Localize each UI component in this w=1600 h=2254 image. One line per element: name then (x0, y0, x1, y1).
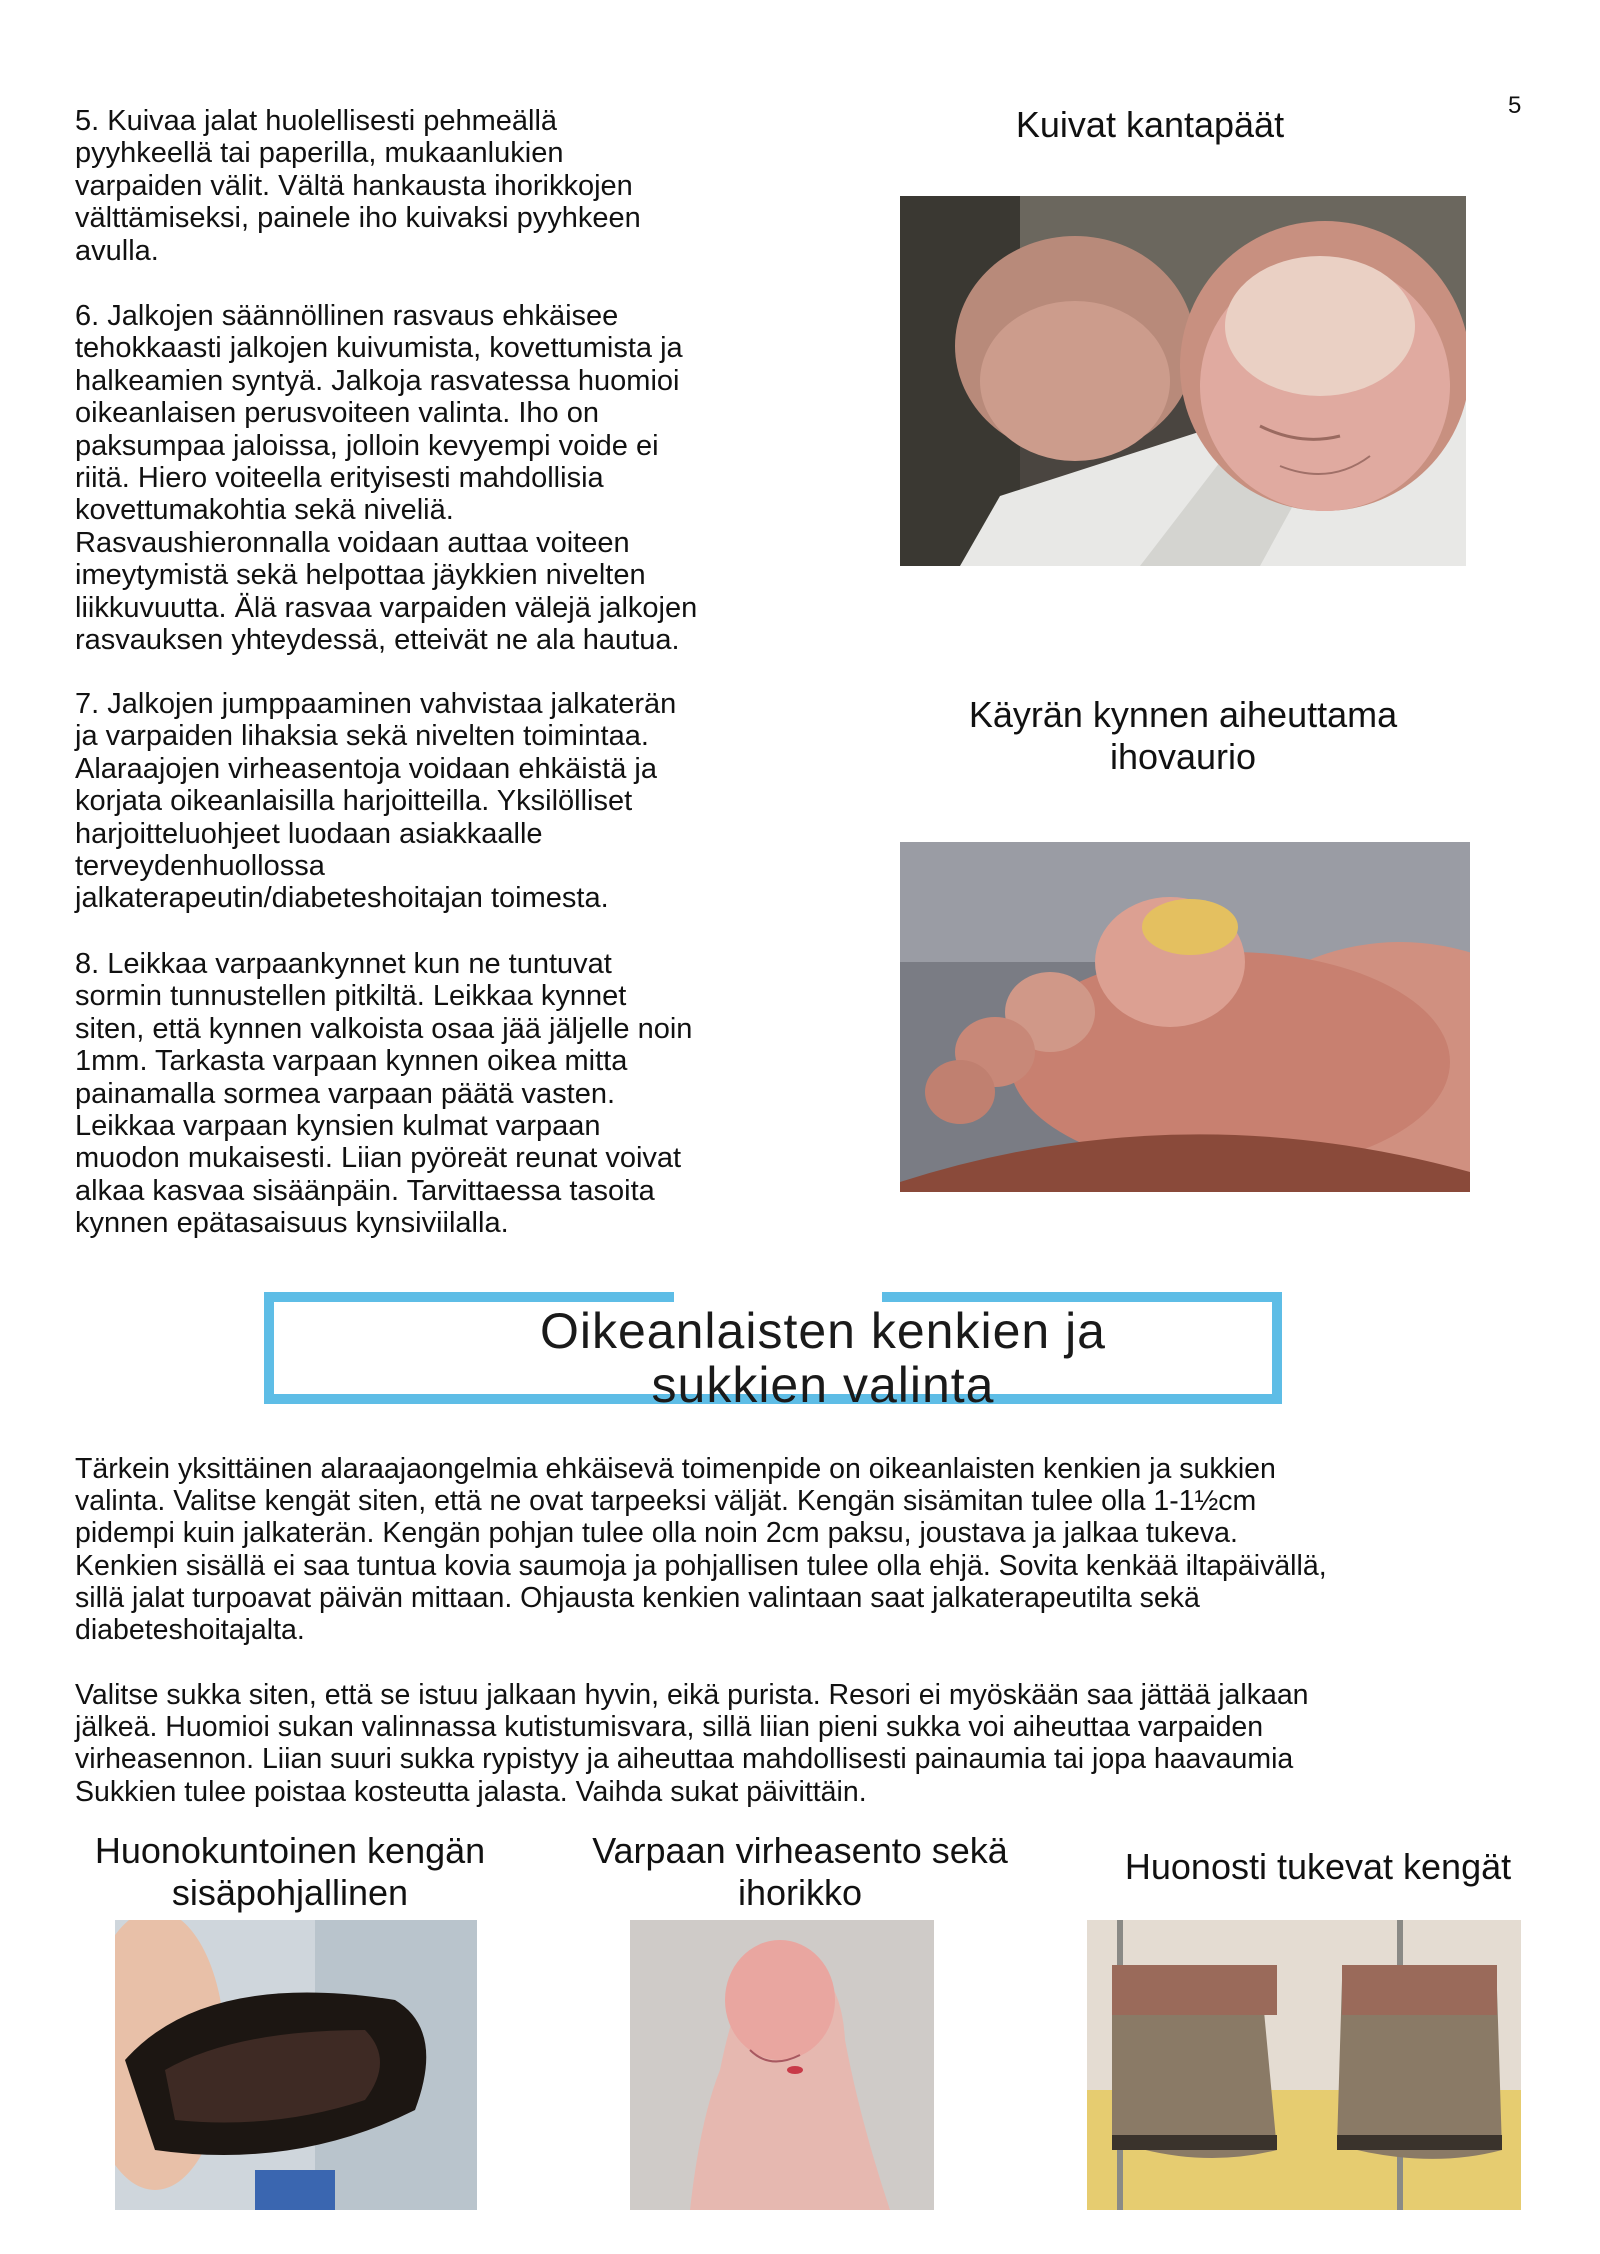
toe-deformity-photo (630, 1920, 934, 2210)
poor-shoes-photo (1087, 1920, 1521, 2210)
caption-toe-deformity: Varpaan virheasento sekä ihorikko (592, 1830, 1008, 1913)
instruction-6: 6. Jalkojen säännöllinen rasvaus ehkäisee tehokkaasti jalkojen kuivumista, kovettumista ja halkeamien syntyä. Jalkoja rasvatessa huomioi oikeanlaisen perusvoiteen valinta. Iho on paksumpaa jaloissa, jolloin kevyempi voide ei riitä. Hiero voiteella erityisesti mahdollisia kovettumakohtia sekä niveliä. Rasvaushieronnalla voidaan auttaa voiteen imeytymistä sekä helpottaa jäykkien nivelten liikkuvuutta. Älä rasvaa varpaiden välejä jalkojen rasvauksen yhteydessä, etteivät ne ala hautua. (75, 300, 698, 657)
instruction-7: 7. Jalkojen jumppaaminen vahvistaa jalkaterän ja varpaiden lihaksia sekä nivelten toimintaa. Alaraajojen virheasentoja voidaan ehkäistä ja korjata oikeanlaisilla harjoitteilla. Yksilölliset harjoitteluohjeet luodaan asiakkaalle terveydenhuollossa jalkaterapeutin/diabeteshoitajan toimesta. (75, 688, 677, 915)
shoes-paragraph: Tärkein yksittäinen alaraajaongelmia ehkäisevä toimenpide on oikeanlaisten kenkien ja sukkien valinta. Valitse kengät siten, että ne ovat tarpeeksi väljät. Kengän sisämitan tulee olla 1-1½cm pidempi kuin jalkaterän. Kengän pohjan tulee olla noin 2cm paksu, joustava ja jalkaa tukeva. Kenkien sisällä ei saa tuntua kovia saumoja ja pohjallisen tulee olla ehjä. Sovita kenkää iltapäivällä, sillä jalat turpoavat päivän mittaan. Ohjausta kenkien valintaan saat jalkaterapeutilta sekä diabeteshoitajalta. (75, 1453, 1327, 1647)
dry-heels-photo (900, 196, 1466, 566)
caption-insole: Huonokuntoinen kengän sisäpohjallinen (94, 1830, 486, 1913)
caption-poor-shoes: Huonosti tukevat kengät (1124, 1846, 1512, 1887)
socks-paragraph: Valitse sukka siten, että se istuu jalkaan hyvin, eikä purista. Resori ei myöskään saa jättää jalkaan jälkeä. Huomioi sukan valinnassa kutistumisvara, sillä liian pieni sukka voi aiheuttaa varpaiden virheasennon. Liian suuri sukka rypistyy ja aiheuttaa mahdollisesti painaumia tai jopa haavaumia Sukkien tulee poistaa kosteutta jalasta. Vaihda sukat päivittäin. (75, 1679, 1309, 1808)
insole-photo (115, 1920, 477, 2210)
instruction-5: 5. Kuivaa jalat huolellisesti pehmeällä pyyhkeellä tai paperilla, mukaanlukien varpaiden välit. Vältä hankausta ihorikkojen välttämiseksi, painele iho kuivaksi pyyhkeen avulla. (75, 105, 641, 267)
caption-nail-damage: Käyrän kynnen aiheuttama ihovaurio (968, 694, 1398, 777)
banner-gap (674, 1280, 882, 1304)
nail-damage-photo (900, 842, 1470, 1192)
instruction-8: 8. Leikkaa varpaankynnet kun ne tuntuvat sormin tunnustellen pitkiltä. Leikkaa kynnet siten, että kynnen valkoista osaa jää jäljelle noin 1mm. Tarkasta varpaan kynnen oikea mitta painamalla sormea varpaan päätä vasten. Leikkaa varpaan kynsien kulmat varpaan muodon mukaisesti. Liian pyöreät reunat voivat alkaa kasvaa sisäänpäin. Tarvittaessa tasoita kynnen epätasaisuus kynsiviilalla. (75, 948, 693, 1240)
caption-dry-heels: Kuivat kantapäät (1015, 104, 1285, 145)
section-title: Oikeanlaisten kenkien ja sukkien valinta (540, 1303, 1106, 1413)
page-number: 5 (1508, 92, 1522, 119)
